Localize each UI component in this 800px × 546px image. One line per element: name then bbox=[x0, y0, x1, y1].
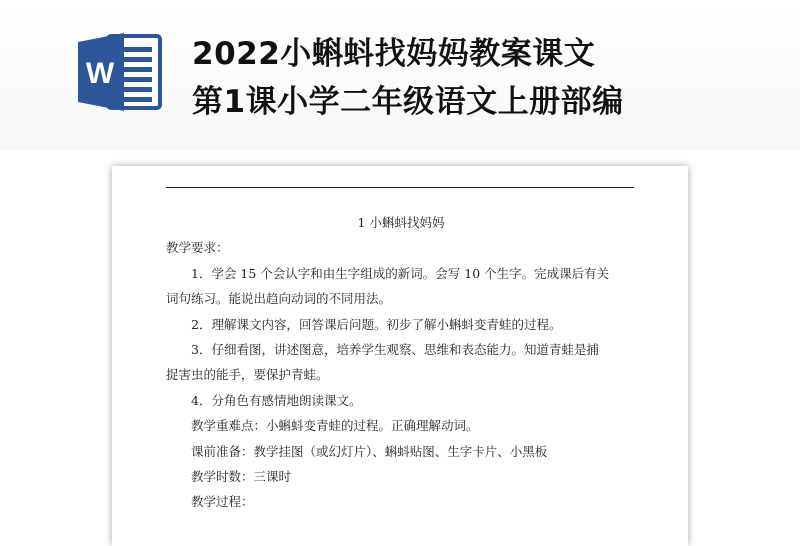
svg-text:W: W bbox=[85, 57, 115, 90]
header-banner bbox=[0, 0, 800, 150]
word-icon bbox=[78, 33, 164, 111]
document-page bbox=[112, 166, 688, 546]
paragraph: 课前准备：教学挂图（或幻灯片）、蝌蚪贴图、生字卡片、小黑板 bbox=[191, 443, 548, 459]
title-line-1: 2022小蝌蚪找妈妈教案课文 bbox=[192, 36, 596, 72]
paragraph: 教学时数：三课时 bbox=[191, 469, 292, 485]
paragraph: 2．理解课文内容，回答课后问题。初步了解小蝌蚪变青蛙的过程。 bbox=[191, 316, 562, 332]
paragraph: 教学过程： bbox=[191, 494, 254, 510]
paragraph: 教学重难点：小蝌蚪变青蛙的过程。正确理解动词。 bbox=[191, 418, 479, 434]
paragraph: 4．分角色有感情地朗读课文。 bbox=[191, 392, 362, 408]
lesson-heading: 1 小蝌蚪找妈妈 bbox=[357, 215, 445, 230]
page-title bbox=[192, 30, 782, 126]
paragraph: 教学要求： bbox=[166, 240, 229, 256]
paragraph: 3．仔细看图，讲述图意，培养学生观察、思维和表态能力。知道青蛙是捕 bbox=[191, 342, 599, 358]
paragraph: 捉害虫的能手，要保护青蛙。 bbox=[166, 367, 329, 383]
document-body bbox=[166, 210, 636, 515]
title-line-2: 第1课小学二年级语文上册部编 bbox=[192, 84, 624, 120]
paragraph: 1．学会 15 个会认字和由生字组成的新词。会写 10 个生字。完成课后有关 bbox=[191, 265, 610, 281]
paragraph: 词句练习。能说出趋向动词的不同用法。 bbox=[166, 291, 392, 307]
header-rule bbox=[166, 187, 634, 188]
